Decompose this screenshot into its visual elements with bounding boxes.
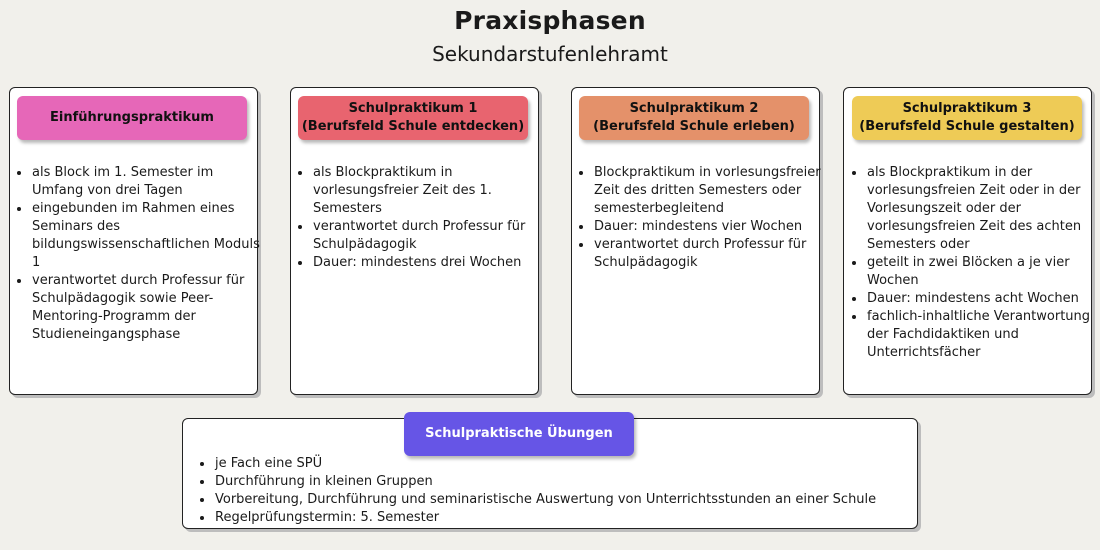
phase-points-einfuehrungspraktikum xyxy=(17,164,263,344)
phase-points-schulpraktikum-1 xyxy=(298,164,544,272)
phase-point: • Blockpraktikum in vorlesungsfreier Zeit des dritten Semesters oder semesterbegleitend xyxy=(593,164,825,218)
phase-point: • Dauer: mindestens drei Wochen xyxy=(312,254,544,272)
phase-point: • geteilt in zwei Blöcken a je vier Wochen xyxy=(866,254,1100,290)
phase-header-schulpraktische-uebungen xyxy=(404,412,634,456)
phase-point: • verantwortet durch Professur für Schulpädagogik sowie Peer-Mentoring-Programm der Studieneingangsphase xyxy=(31,272,263,344)
phase-header-label: Schulpraktische Übungen xyxy=(425,426,613,441)
phase-points-schulpraktikum-3 xyxy=(852,164,1100,362)
phase-header-schulpraktikum-2 xyxy=(579,96,809,140)
phase-point: • als Block im 1. Semester im Umfang von drei Tagen xyxy=(31,164,263,200)
phase-point: • Dauer: mindestens acht Wochen xyxy=(866,290,1100,308)
phase-point: • verantwortet durch Professur für Schulpädagogik xyxy=(593,236,825,272)
phase-point: • Durchführung in kleinen Gruppen xyxy=(214,473,930,491)
phase-points-schulpraktikum-2 xyxy=(579,164,825,272)
phase-header-label: Einführungspraktikum xyxy=(50,110,214,125)
phase-point: • verantwortet durch Professur für Schulpädagogik xyxy=(312,218,544,254)
phase-header-einfuehrungspraktikum xyxy=(17,96,247,140)
phase-point: • Regelprüfungstermin: 5. Semester xyxy=(214,509,930,527)
phase-header-label: Schulpraktikum 3 (Berufsfeld Schule gestalten) xyxy=(859,101,1075,134)
phase-header-schulpraktikum-1 xyxy=(298,96,528,140)
phase-point: • eingebunden im Rahmen eines Seminars des bildungswissenschaftlichen Moduls 1 xyxy=(31,200,263,272)
phase-points-schulpraktische-uebungen xyxy=(200,455,930,527)
phase-header-schulpraktikum-3 xyxy=(852,96,1082,140)
phase-header-label: Schulpraktikum 1 (Berufsfeld Schule entdecken) xyxy=(301,101,525,134)
page-title: Praxisphasen xyxy=(454,6,646,35)
phase-point: • als Blockpraktikum in der vorlesungsfreien Zeit oder in der Vorlesungszeit oder der vorlesungsfreien Zeit des achten Semesters oder xyxy=(866,164,1100,254)
phase-point: • Dauer: mindestens vier Wochen xyxy=(593,218,825,236)
page-subtitle: Sekundarstufenlehramt xyxy=(432,42,668,66)
phase-point: • je Fach eine SPÜ xyxy=(214,455,930,473)
phase-point: • Vorbereitung, Durchführung und seminaristische Auswertung von Unterrichtsstunden an einer Schule xyxy=(214,491,930,509)
phase-header-label: Schulpraktikum 2 (Berufsfeld Schule erleben) xyxy=(593,101,795,134)
phase-point: • fachlich-inhaltliche Verantwortung der Fachdidaktiken und Unterrichtsfächer xyxy=(866,308,1100,362)
phase-point: • als Blockpraktikum in vorlesungsfreier Zeit des 1. Semesters xyxy=(312,164,544,218)
